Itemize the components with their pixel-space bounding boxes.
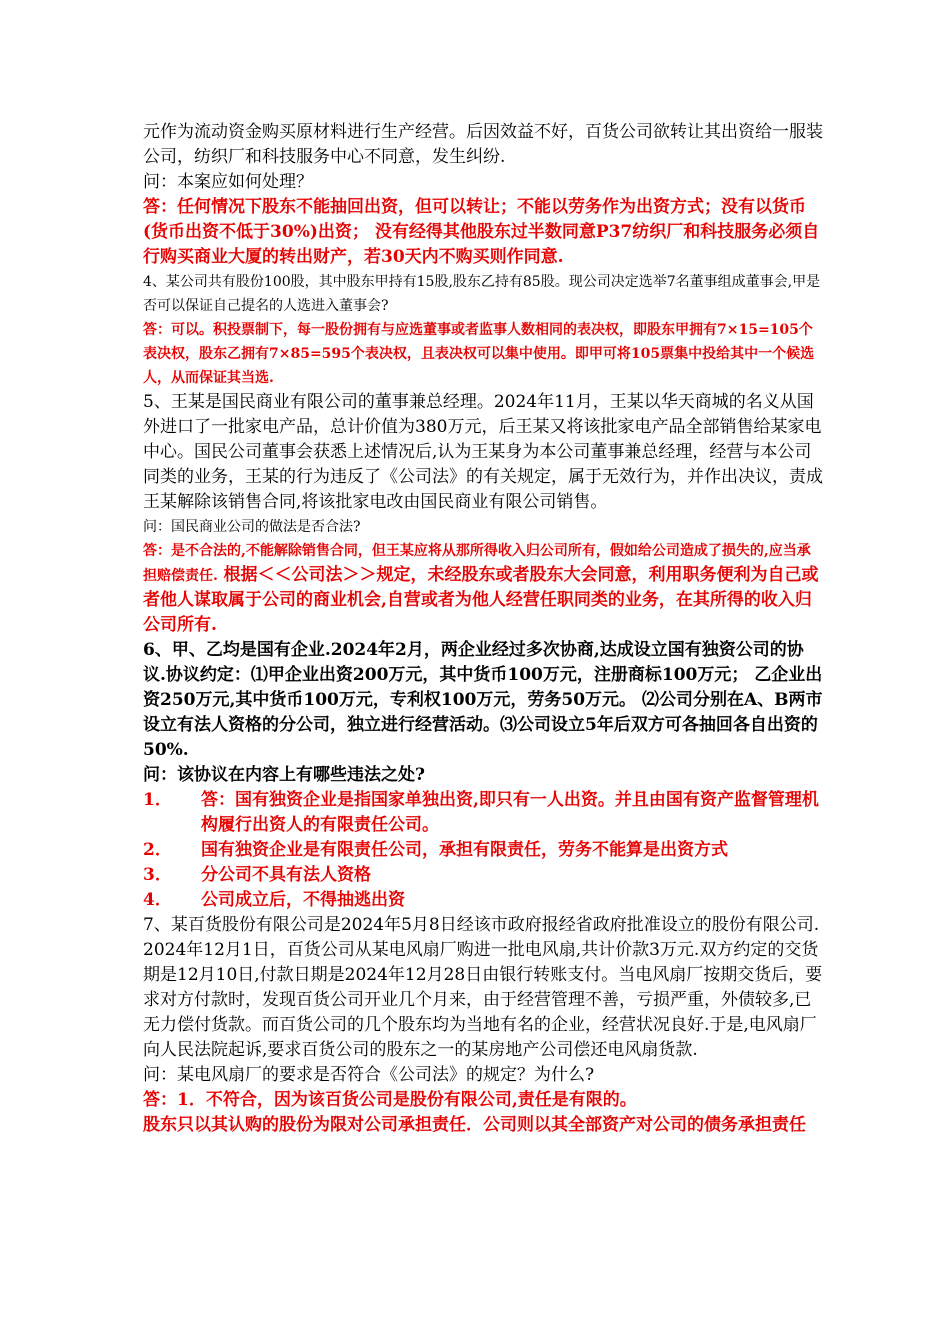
case-6-answer-list bbox=[143, 788, 823, 913]
case-3-answer: 答：任何情况下股东不能抽回出资，但可以转让；不能以劳务作为出资方式；没有以货币(货币出资不低于30%)出资； 没有经得其他股东过半数同意P37纺织厂和科技服务必须自行购买商业大厦的转出财产，若30天内不购买则作同意. bbox=[143, 197, 820, 267]
case-6-question: 问：该协议在内容上有哪些违法之处? bbox=[143, 765, 425, 785]
list-item: 4． 公司成立后，不得抽逃出资 bbox=[143, 890, 405, 910]
case-5-answer-part-2: 根据＜＜公司法＞＞规定，未经股东或者股东大会同意，利用职务便利为自己或者他人谋取属于公司的商业机会,自营或者为他人经营任职同类的业务，在其所得的收入归公司所有. bbox=[143, 565, 819, 635]
case-4-text: 4、某公司共有股份100股，其中股东甲持有15股,股东乙持有85股。现公司决定选举7名董事组成董事会,甲是否可以保证自己提名的人选进入董事会? bbox=[143, 274, 821, 314]
case-5-answer bbox=[143, 539, 823, 638]
case-5-answer-part-1: 答：是不合法的,不能解除销售合同，但王某应将从那所得收入归公司所有，假如给公司造成了损失的,应当承担赔偿责任. bbox=[143, 543, 811, 584]
list-item: 2． 国有独资企业是有限责任公司，承担有限责任，劳务不能算是出资方式 bbox=[143, 840, 728, 860]
list-item: 1． 答：国有独资企业是指国家单独出资,即只有一人出资。并且由国有资产监督管理机构履行出资人的有限责任公司。 bbox=[143, 790, 819, 835]
case-7-question: 问：某电风扇厂的要求是否符合《公司法》的规定？为什么? bbox=[143, 1065, 595, 1085]
document-page bbox=[143, 120, 823, 1138]
case-7-text: 7、某百货股份有限公司是2024年5月8日经该市政府报经省政府批准设立的股份有限公司.2024年12月1日，百货公司从某电风扇厂购进一批电风扇,共计价款3万元.双方约定的交货期是12月10日,付款日期是2024年12月28日由银行转账支付。当电风扇厂按期交货后，要求对方付款时，发现百货公司开业几个月来，由于经营管理不善，亏损严重，外债较多,已无力偿付货款。而百货公司的几个股东均为当地有名的企业，经营状况良好.于是,电风扇厂向人民法院起诉,要求百货公司的股东之一的某房地产公司偿还电风扇货款. bbox=[143, 915, 823, 1060]
case-5-text: 5、王某是国民商业有限公司的董事兼总经理。2024年11月，王某以华天商城的名义从国外进口了一批家电产品，总计价值为380万元，后王某又将该批家电产品全部销售给某家电中心。国民公司董事会获悉上述情况后,认为王某身为本公司董事兼总经理，经营与本公司同类的业务，王某的行为违反了《公司法》的有关规定，属于无效行为，并作出决议，责成王某解除该销售合同,将该批家电改由国民商业有限公司销售。 bbox=[143, 392, 823, 512]
case-4-answer: 答：可以。积投票制下，每一股份拥有与应选董事或者监事人数相同的表决权，即股东甲拥有7×15=105个表决权，股东乙拥有7×85=595个表决权，且表决权可以集中使用。即甲可将105票集中投给其中一个候选人，从而保证其当选. bbox=[143, 322, 815, 386]
case-6-text: 6、甲、乙均是国有企业.2024年2月，两企业经过多次协商,达成设立国有独资公司的协议.协议约定：⑴甲企业出资200万元，其中货币100万元，注册商标100万元； 乙企业出资250万元,其中货币100万元，专利权100万元，劳务50万元。 ⑵公司分别在A、B两市设立有法人资格的分公司，独立进行经营活动。⑶公司设立5年后双方可各抽回各自出资的50%. bbox=[143, 640, 823, 760]
case-7-answer-explanation: 股东只以其认购的股份为限对公司承担责任．公司则以其全部资产对公司的债务承担责任 bbox=[143, 1115, 806, 1135]
case-7-answer: 答：1．不符合，因为该百货公司是股份有限公司,责任是有限的。 bbox=[143, 1090, 637, 1110]
case-5-question: 问：国民商业公司的做法是否合法? bbox=[143, 519, 361, 535]
case-3-text-continued: 元作为流动资金购买原材料进行生产经营。后因效益不好，百货公司欲转让其出资给一服装公司，纺织厂和科技服务中心不同意，发生纠纷. bbox=[143, 122, 823, 167]
list-item: 3． 分公司不具有法人资格 bbox=[143, 865, 371, 885]
case-3-question: 问：本案应如何处理？ bbox=[143, 172, 313, 192]
